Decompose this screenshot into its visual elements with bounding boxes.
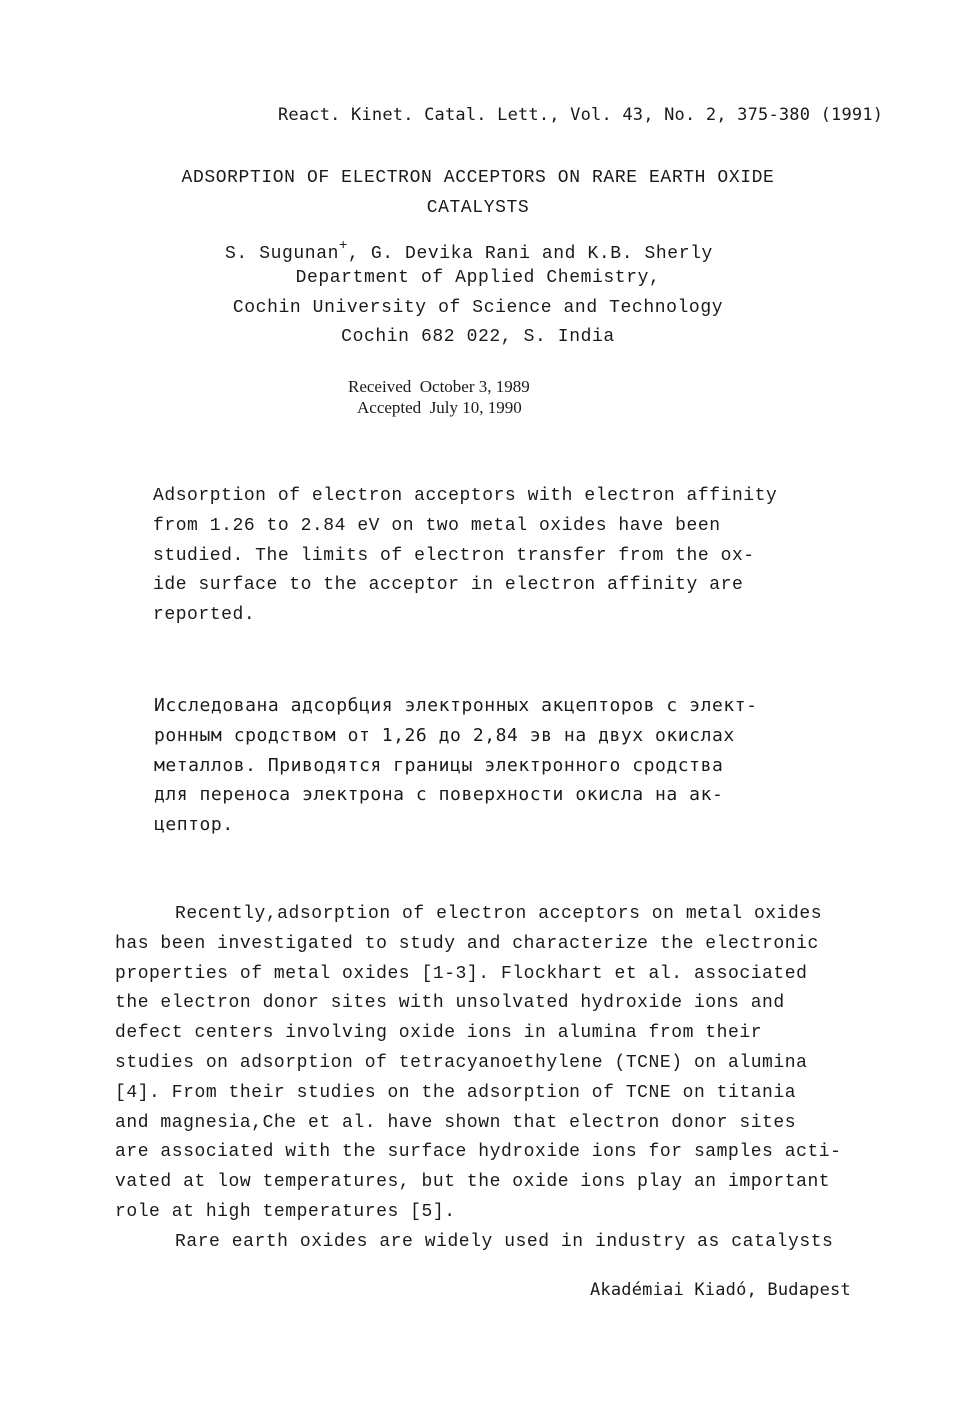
received-date <box>348 377 530 397</box>
body-line: are associated with the surface hydroxide ions for samples acti- <box>115 1142 842 1163</box>
abstract-ru-line: для переноса электрона с поверхности окисла на ак- <box>154 784 724 806</box>
accepted-date <box>357 398 522 418</box>
abstract-russian <box>154 691 758 840</box>
body-line: [4]. From their studies on the adsorption of TCNE on titania <box>115 1082 797 1103</box>
abstract-en-line: ide surface to the acceptor in electron affinity are <box>153 575 744 596</box>
body-line: studies on adsorption of tetracyanoethylene (TCNE) on alumina <box>115 1052 808 1073</box>
body-line: Recently,adsorption of electron acceptors on metal oxides <box>175 904 823 924</box>
journal-citation: React. Kinet. Catal. Lett., Vol. 43, No. 2, 375-380 (1991) <box>278 105 884 125</box>
abstract-en-line: from 1.26 to 2.84 eV on two metal oxides have been <box>153 515 721 536</box>
corresponding-author-mark: + <box>339 238 349 254</box>
body-line: properties of metal oxides [1-3]. Flockhart et al. associated <box>115 963 808 984</box>
abstract-en-line: studied. The limits of electron transfer from the ox- <box>153 545 755 566</box>
author-sugunan: S. Sugunan <box>225 244 340 264</box>
accepted-label: Accepted <box>357 398 422 417</box>
accepted-value: July 10, 1990 <box>429 398 522 417</box>
publisher-footer: Akadémiai Kiadó, Budapest <box>590 1280 851 1300</box>
body-line: and magnesia,Che et al. have shown that electron donor sites <box>115 1112 797 1133</box>
body-text <box>115 900 842 1258</box>
abstract-english <box>153 482 777 631</box>
affiliation-department: Department of Applied Chemistry, <box>295 268 661 288</box>
body-line: has been investigated to study and characterize the electronic <box>115 933 819 954</box>
abstract-ru-line: ронным сродством от 1,26 до 2,84 эв на двух окислах <box>154 724 735 746</box>
affiliation-university: Cochin University of Science and Technology <box>232 298 724 318</box>
received-value: October 3, 1989 <box>419 377 530 396</box>
abstract-en-line: Adsorption of electron acceptors with electron affinity <box>153 486 778 506</box>
author-list <box>225 238 713 264</box>
body-line: vated at low temperatures, but the oxide ions play an important <box>115 1172 831 1193</box>
abstract-ru-line: металлов. Приводятся границы электронного сродства <box>154 754 724 776</box>
body-line: defect centers involving oxide ions in alumina from their <box>115 1023 763 1044</box>
abstract-en-line: reported. <box>153 605 256 626</box>
abstract-ru-line: Исследована адсорбция электронных акцепторов с элект- <box>154 695 758 716</box>
abstract-ru-line: цептор. <box>154 814 234 836</box>
received-label: Received <box>348 377 412 396</box>
article-title-line-1: ADSORPTION OF ELECTRON ACCEPTORS ON RARE EARTH OXIDE <box>181 168 775 188</box>
other-authors: , G. Devika Rani and K.B. Sherly <box>348 244 713 264</box>
body-line: Rare earth oxides are widely used in industry as catalysts <box>175 1231 834 1252</box>
article-title-line-2: CATALYSTS <box>426 198 530 218</box>
body-line: the electron donor sites with unsolvated hydroxide ions and <box>115 993 785 1014</box>
affiliation-address: Cochin 682 022, S. India <box>341 327 615 347</box>
body-line: role at high temperatures [5]. <box>115 1201 456 1222</box>
